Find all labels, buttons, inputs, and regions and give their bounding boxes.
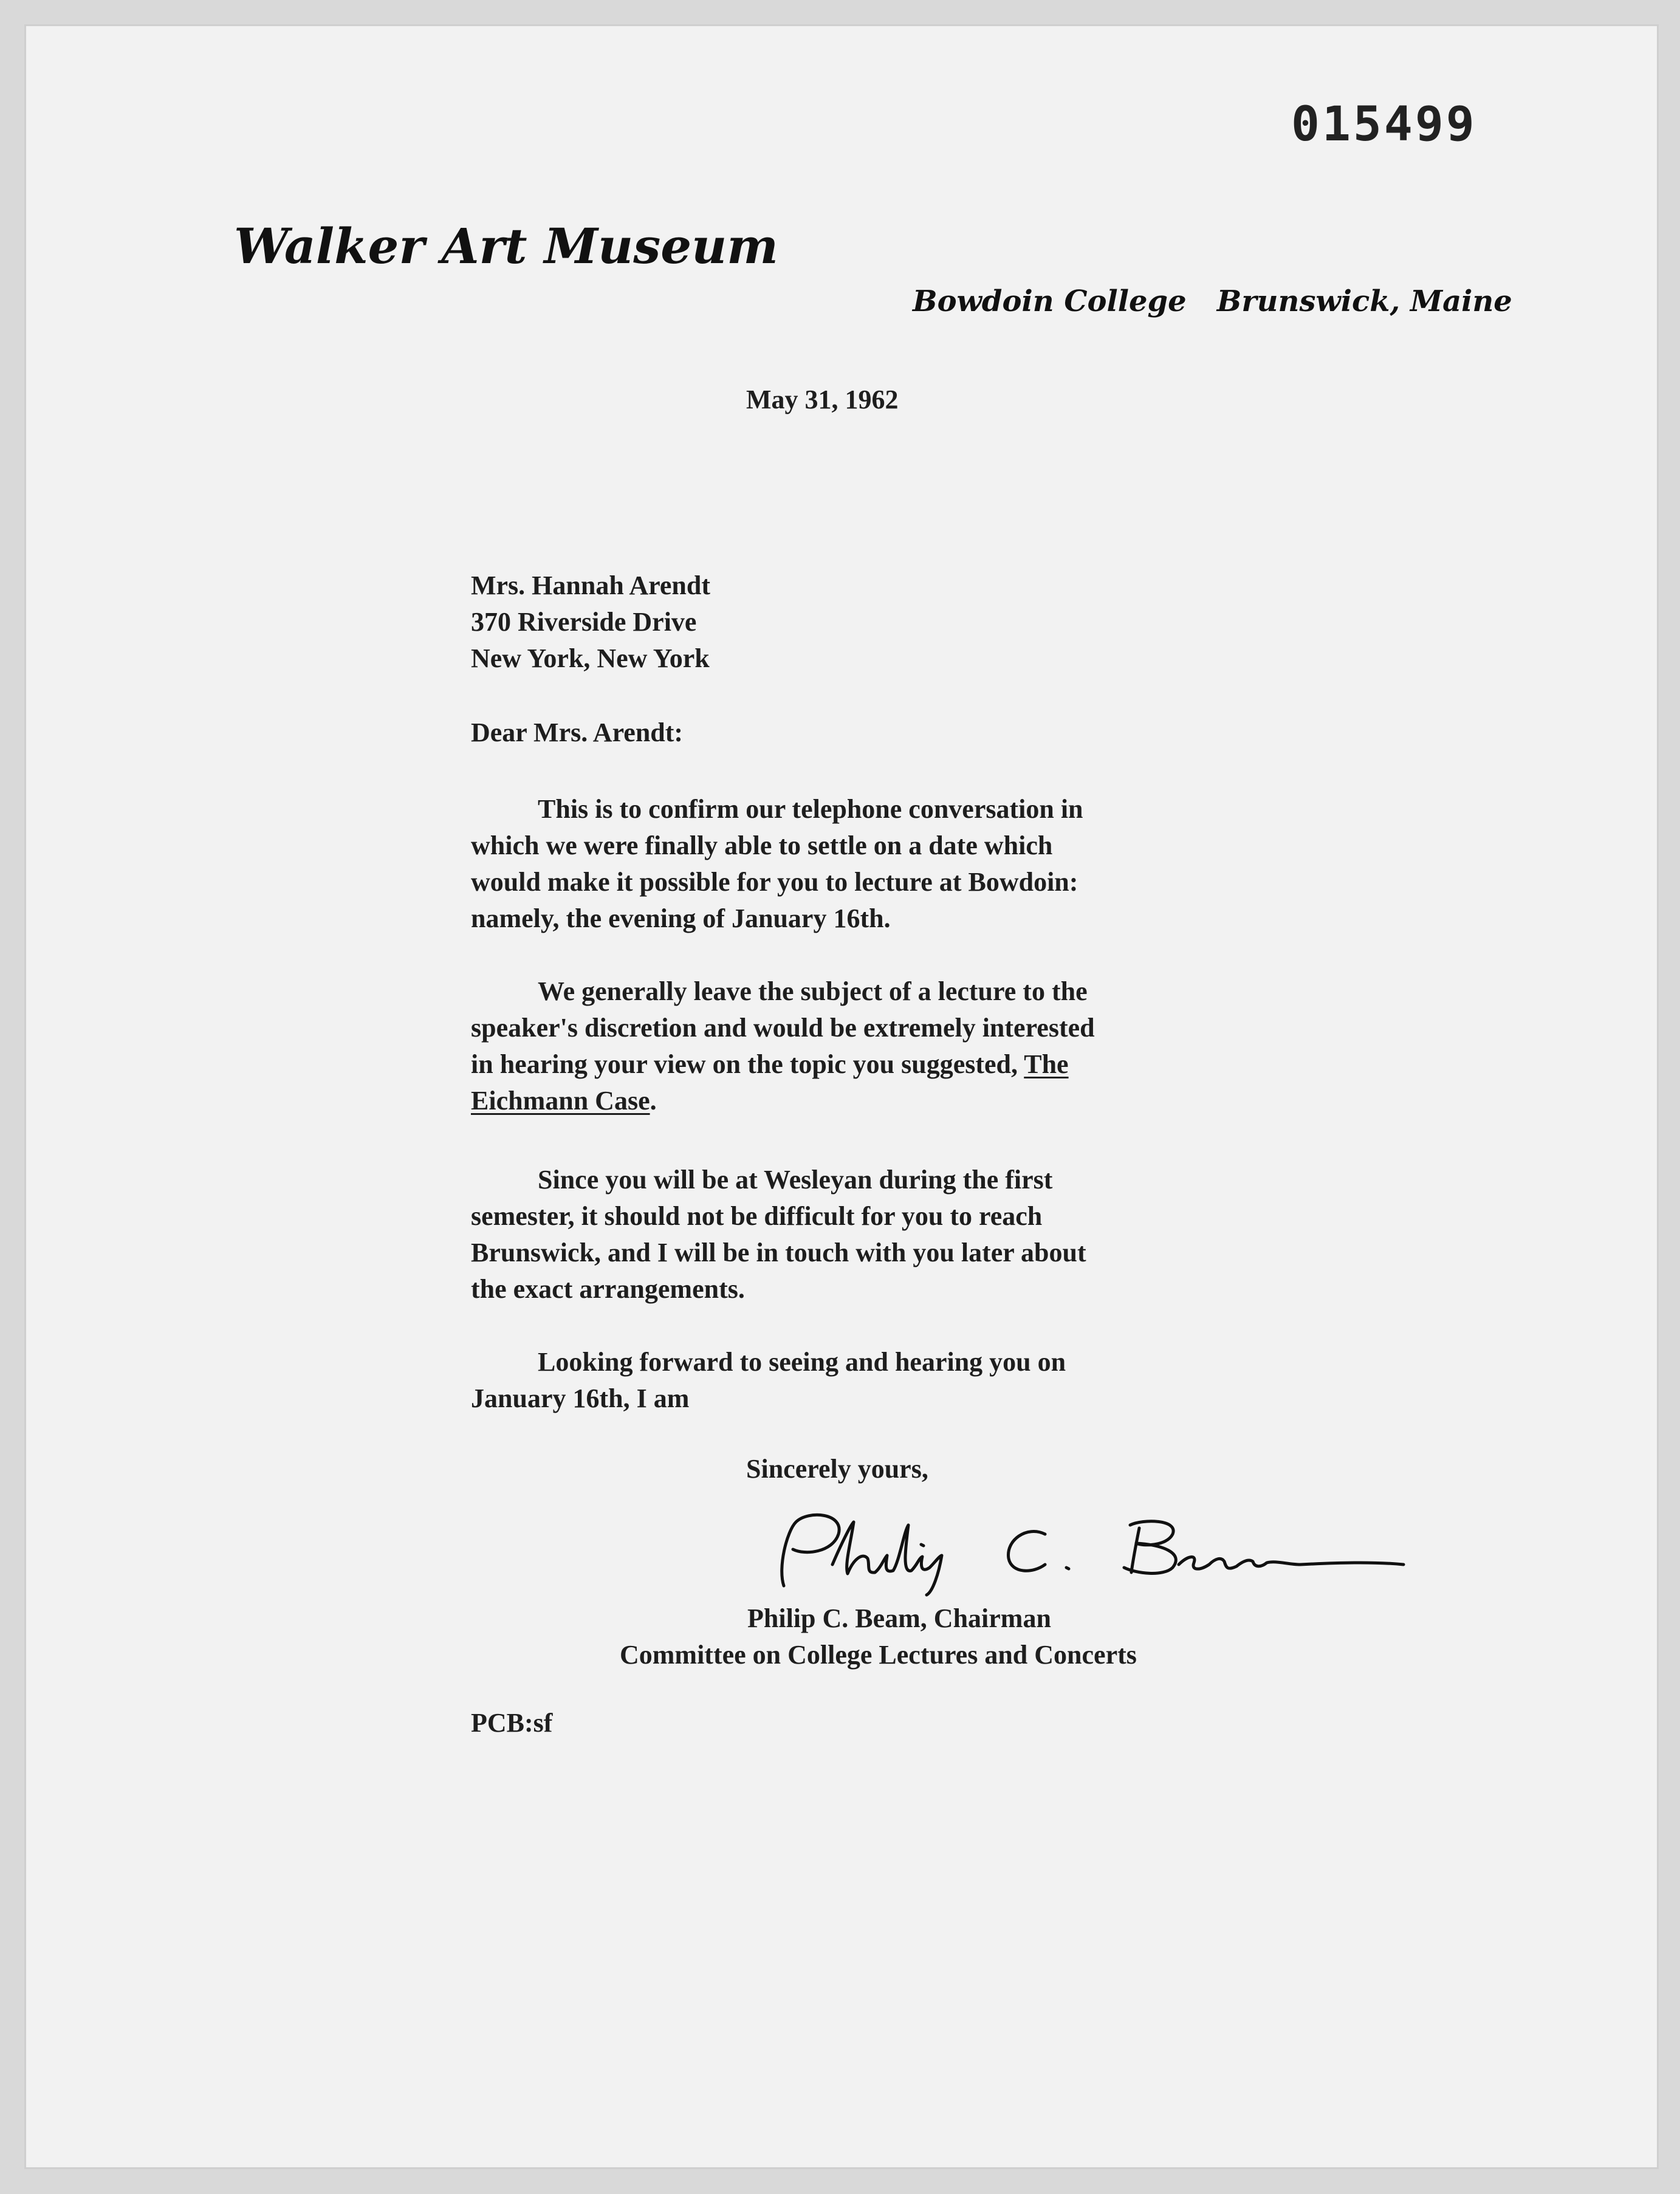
paragraph-4 [471,1344,1279,1417]
paragraph-3 [471,1162,1279,1308]
paragraph-line: Looking forward to seeing and hearing you on [538,1347,1066,1377]
paragraph-line: This is to confirm our telephone conversation in [538,794,1083,824]
recipient-city: New York, New York [471,643,710,673]
lecture-title-part1: The [1024,1049,1069,1079]
lecture-title-part2: Eichmann Case [471,1086,650,1116]
paragraph-line: We generally leave the subject of a lecture to the [538,976,1088,1006]
letterhead-location [913,284,1512,318]
letterhead-college: Bowdoin College [913,284,1187,318]
paragraph-text: in hearing your view on the topic you suggested, [471,1049,1024,1079]
letterhead-title: Walker Art Museum [234,218,778,275]
paragraph-line: namely, the evening of January 16th. [471,903,891,933]
paragraph-line: semester, it should not be difficult for you to reach [471,1201,1043,1231]
signer-name: Philip C. Beam, Chairman [747,1603,1051,1633]
paragraph-line: speaker's discretion and would be extremely interested [471,1013,1095,1043]
paragraph-line: Brunswick, and I will be in touch with you later about [471,1238,1086,1267]
paragraph-line [471,1046,1279,1083]
letterhead-city: Brunswick, Maine [1216,284,1512,318]
paragraph-line: January 16th, I am [471,1383,690,1413]
paragraph-1 [471,791,1279,937]
closing: Sincerely yours, [746,1454,928,1484]
paragraph-text: . [650,1086,657,1116]
paragraph-line: Since you will be at Wesleyan during the first [538,1165,1053,1195]
reference-initials: PCB:sf [471,1708,553,1738]
handwritten-signature [759,1507,1410,1598]
letter-date: May 31, 1962 [746,385,899,414]
letter-page [24,24,1659,2169]
recipient-name: Mrs. Hannah Arendt [471,571,711,600]
paragraph-2 [471,973,1279,1119]
paragraph-line: which we were finally able to settle on a date which [471,831,1053,860]
paragraph-line: the exact arrangements. [471,1274,745,1304]
document-number-stamp: 015499 [1291,97,1477,152]
signer-title: Committee on College Lectures and Concerts [620,1640,1137,1670]
paragraph-line: would make it possible for you to lecture at Bowdoin: [471,867,1078,897]
recipient-street: 370 Riverside Drive [471,607,697,637]
paragraph-line [471,1083,1279,1119]
salutation: Dear Mrs. Arendt: [471,718,684,747]
